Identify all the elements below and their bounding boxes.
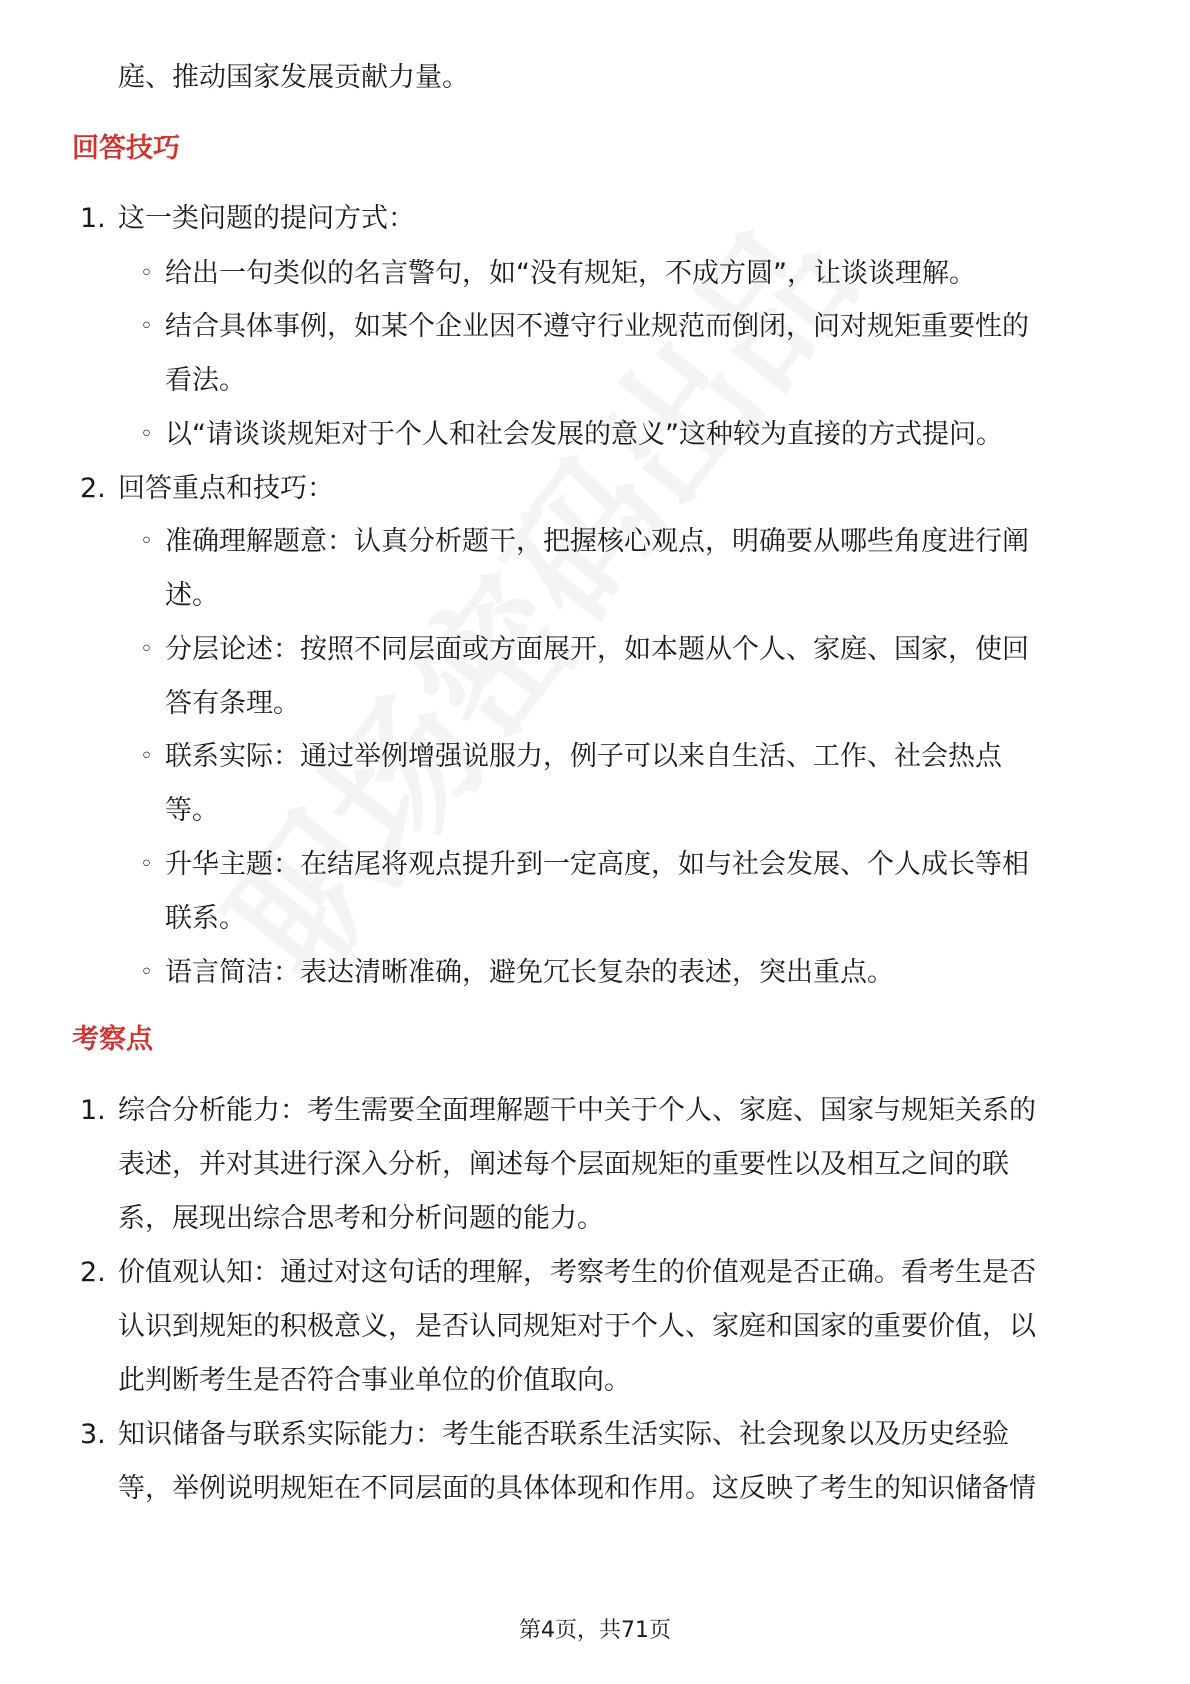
bullet-icon: ◦	[140, 744, 153, 769]
bullet-icon: ◦	[140, 314, 153, 339]
skills-item-1-bullet-3: 以“请谈谈规矩对于个人和社会发展的意义”这种较为直接的方式提问。	[165, 419, 1003, 450]
points-item-2-line-3: 此判断考生是否符合事业单位的价值取向。	[118, 1365, 631, 1396]
skills-item-2-bullet-4-line-2: 联系。	[165, 903, 246, 934]
watermark	[170, 171, 894, 1013]
skills-item-2-number: 2.	[80, 473, 106, 504]
points-item-1-line-2: 表述，并对其进行深入分析，阐述每个层面规矩的重要性以及相互之间的联	[118, 1149, 1009, 1180]
bullet-icon: ◦	[140, 852, 153, 877]
page-footer: 第4页，共71页	[519, 1618, 671, 1643]
points-item-2-line-1: 价值观认知：通过对这句话的理解，考察考生的价值观是否正确。看考生是否	[118, 1257, 1036, 1288]
bullet-icon: ◦	[140, 261, 153, 286]
skills-item-1-text: 这一类问题的提问方式：	[118, 203, 415, 234]
skills-item-2-bullet-4-line-1: 升华主题：在结尾将观点提升到一定高度，如与社会发展、个人成长等相	[165, 849, 1029, 880]
bullet-icon: ◦	[140, 422, 153, 447]
skills-item-2-bullet-1-line-1: 准确理解题意：认真分析题干，把握核心观点，明确要从哪些角度进行阐	[165, 526, 1029, 557]
skills-item-1-number: 1.	[80, 203, 106, 234]
points-item-2-number: 2.	[80, 1257, 106, 1288]
skills-item-1-bullet-1: 给出一句类似的名言警句，如“没有规矩，不成方圆”，让谈谈理解。	[165, 258, 976, 289]
points-item-1-line-3: 系，展现出综合思考和分析问题的能力。	[118, 1203, 604, 1234]
points-heading: 考察点	[72, 1024, 153, 1055]
points-item-1-line-1: 综合分析能力：考生需要全面理解题干中关于个人、家庭、国家与规矩关系的	[118, 1095, 1036, 1126]
skills-item-2-bullet-2-line-2: 答有条理。	[165, 688, 300, 719]
skills-item-2-text: 回答重点和技巧：	[118, 473, 334, 504]
bullet-icon: ◦	[140, 637, 153, 662]
points-item-3-line-1: 知识储备与联系实际能力：考生能否联系生活实际、社会现象以及历史经验	[118, 1419, 1009, 1450]
skills-item-2-bullet-3-line-1: 联系实际：通过举例增强说服力，例子可以来自生活、工作、社会热点	[165, 741, 1002, 772]
intro-tail-text: 庭、推动国家发展贡献力量。	[118, 62, 469, 93]
skills-item-2-bullet-2-line-1: 分层论述：按照不同层面或方面展开，如本题从个人、家庭、国家，使回	[165, 634, 1029, 665]
bullet-icon: ◦	[140, 529, 153, 554]
bullet-icon: ◦	[140, 960, 153, 985]
points-item-1-number: 1.	[80, 1095, 106, 1126]
points-item-3-number: 3.	[80, 1419, 106, 1450]
skills-item-1-bullet-2-line-2: 看法。	[165, 365, 246, 396]
skills-item-2-bullet-5: 语言简洁：表达清晰准确，避免冗长复杂的表述，突出重点。	[165, 957, 894, 988]
skills-item-2-bullet-1-line-2: 述。	[165, 580, 219, 611]
skills-item-2-bullet-3-line-2: 等。	[165, 795, 219, 826]
points-item-2-line-2: 认识到规矩的积极意义，是否认同规矩对于个人、家庭和国家的重要价值，以	[118, 1311, 1036, 1342]
skills-heading: 回答技巧	[72, 133, 180, 164]
skills-item-1-bullet-2-line-1: 结合具体事例，如某个企业因不遵守行业规范而倒闭，问对规矩重要性的	[165, 311, 1029, 342]
points-item-3-line-2: 等，举例说明规矩在不同层面的具体体现和作用。这反映了考生的知识储备情	[118, 1473, 1036, 1504]
